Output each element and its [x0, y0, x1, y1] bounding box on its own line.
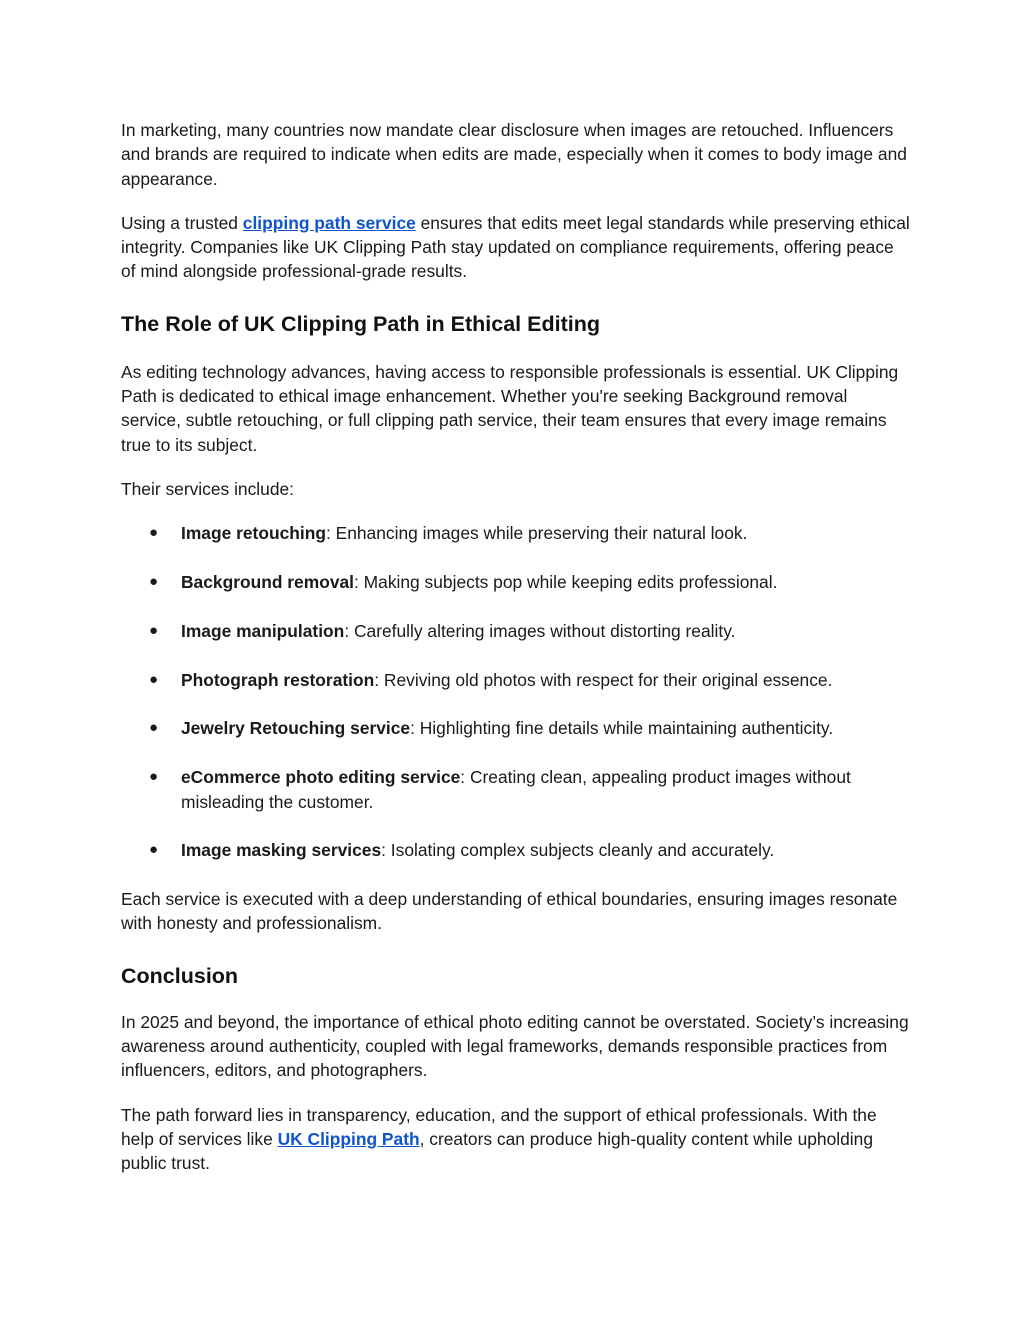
- paragraph-text: Using a trusted: [121, 212, 243, 233]
- list-item: [121, 838, 911, 862]
- list-item: [121, 521, 911, 545]
- list-item: [121, 765, 911, 814]
- heading-role: The Role of UK Clipping Path in Ethical Editing: [121, 311, 600, 336]
- list-item: [121, 668, 911, 692]
- paragraph-path-forward: [121, 1103, 911, 1176]
- bullet-icon: ●: [149, 621, 159, 639]
- paragraph-each-service: Each service is executed with a deep understanding of ethical boundaries, ensuring images resonate with honesty and professionalism.: [121, 889, 898, 934]
- service-name: Image retouching: [181, 523, 326, 544]
- paragraph-conclusion: In 2025 and beyond, the importance of ethical photo editing cannot be overstated. Society’s increasing awareness around authenticity, coupled with legal frameworks, demands responsible practices from influencers, editors, and photographers.: [121, 1011, 909, 1081]
- paragraph-role: As editing technology advances, having access to responsible professionals is essential. UK Clipping Path is dedicated to ethical image enhancement. Whether you're seeking Background removal service, subtle retouching, or full clipping path service, their team ensures that every image remains true to its subject.: [121, 361, 899, 455]
- service-desc: : Carefully altering images without distorting reality.: [344, 620, 736, 641]
- bullet-icon: ●: [149, 670, 159, 688]
- bullet-icon: ●: [149, 719, 159, 737]
- paragraph-text: The path forward lies in transparency, education, and the support of ethical professionals. With the help of services like: [121, 1104, 877, 1149]
- paragraph-text: , creators can produce high-quality content while upholding public trust.: [121, 1128, 874, 1174]
- service-desc: : Isolating complex subjects cleanly and accurately.: [381, 840, 775, 861]
- service-desc: : Creating clean, appealing product images without misleading the customer.: [181, 767, 851, 812]
- service-desc: : Making subjects pop while keeping edits professional.: [354, 572, 778, 593]
- paragraph-disclosure: In marketing, many countries now mandate clear disclosure when images are retouched. Influencers and brands are required to indicate when edits are made, especially when it comes to body image and appearance.: [121, 120, 907, 189]
- service-name: Image masking services: [181, 840, 382, 861]
- service-desc: : Highlighting fine details while maintaining authenticity.: [410, 718, 834, 739]
- list-item: [121, 619, 911, 643]
- list-item: [121, 716, 911, 740]
- service-name: Jewelry Retouching service: [181, 718, 411, 739]
- service-desc: : Reviving old photos with respect for their original essence.: [374, 669, 833, 690]
- bullet-icon: ●: [149, 841, 159, 859]
- services-list: [121, 521, 911, 862]
- clipping-path-service-link[interactable]: clipping path service: [242, 212, 416, 233]
- list-item: [121, 570, 911, 594]
- service-desc: : Enhancing images while preserving their natural look.: [325, 523, 748, 544]
- bullet-icon: ●: [149, 524, 159, 542]
- service-name: eCommerce photo editing service: [181, 767, 461, 788]
- paragraph-services-intro: Their services include:: [121, 478, 295, 499]
- paragraph-text: ensures that edits meet legal standards while preserving ethical integrity. Companies like UK Clipping Path stay updated on compliance requirements, offering peace of mind alongside professional-grade results.: [121, 212, 910, 282]
- service-name: Image manipulation: [181, 620, 345, 641]
- uk-clipping-path-link[interactable]: UK Clipping Path: [277, 1128, 420, 1149]
- service-name: Background removal: [181, 572, 354, 593]
- heading-conclusion: Conclusion: [121, 963, 239, 988]
- paragraph-trusted-service: [121, 211, 911, 284]
- service-name: Photograph restoration: [181, 669, 375, 690]
- services-list-wrapper: [121, 521, 911, 862]
- bullet-icon: ●: [149, 768, 159, 786]
- document-page: [121, 118, 911, 1176]
- bullet-icon: ●: [149, 573, 159, 591]
